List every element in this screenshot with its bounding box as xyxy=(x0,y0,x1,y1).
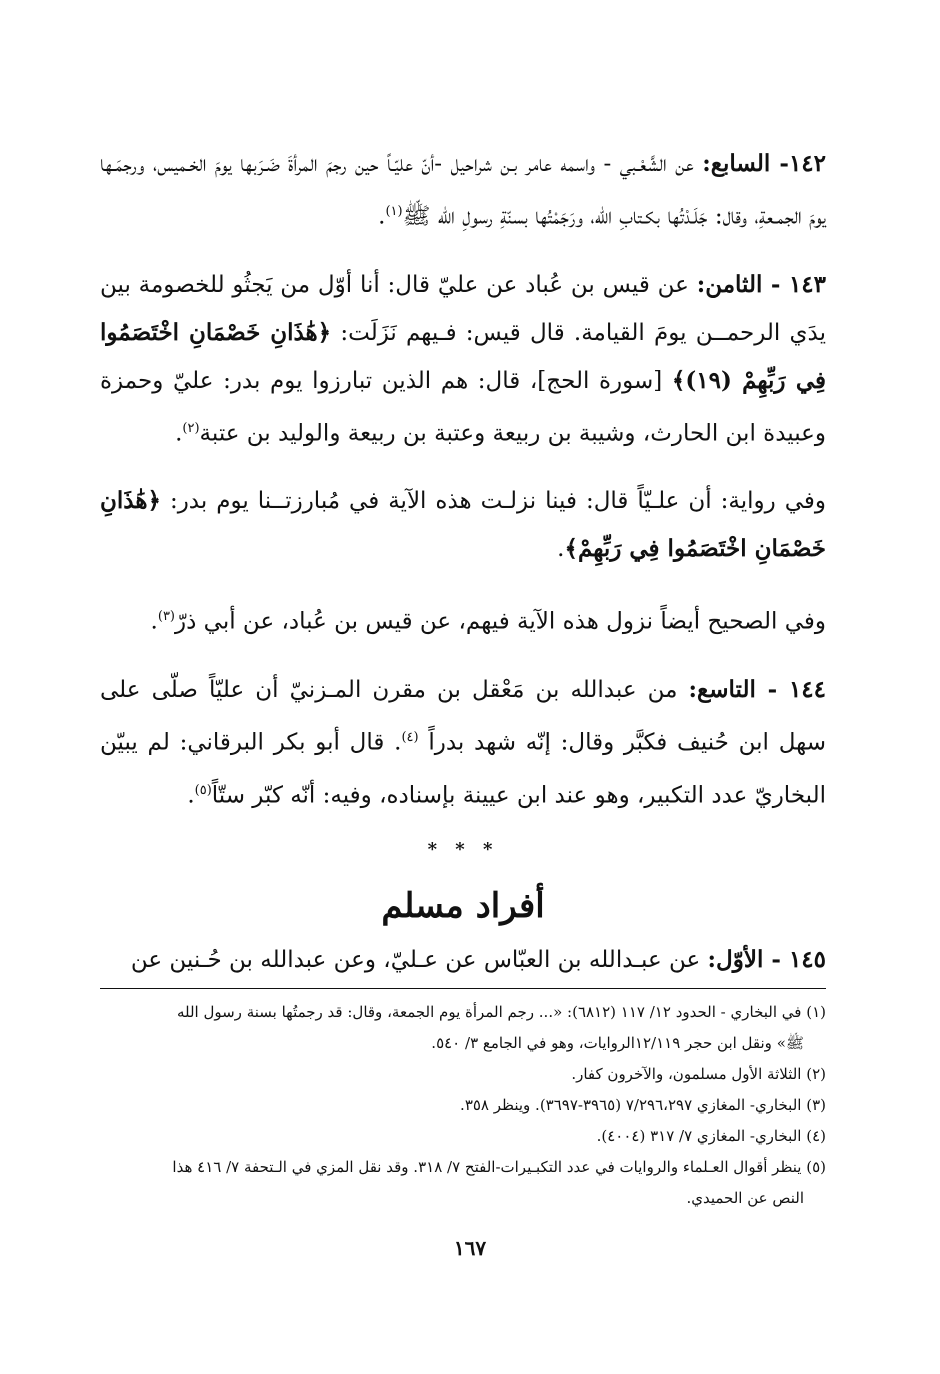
page-body xyxy=(100,140,826,1214)
paragraph-143 xyxy=(100,261,826,458)
section-title: أفراد مسلم xyxy=(381,886,545,927)
footnote-ref[interactable]: (٥) xyxy=(194,782,212,798)
hadith-label: ١٤٢- السابع: xyxy=(702,150,826,177)
paragraph-riwaya xyxy=(100,477,826,573)
footnote-divider xyxy=(100,988,826,989)
hadith-label: ١٤٣ - الثامن: xyxy=(696,270,826,298)
footnote-ref[interactable]: (٢) xyxy=(182,420,200,436)
footnote-4: (٤) البخاري- المغازي ٧/ ٣١٧ (٤٠٠٤). xyxy=(596,1127,826,1146)
sentence-end: . xyxy=(187,782,195,809)
footnote-3: (٣) البخاري- المغازي ٧/٢٩٦،٢٩٧ (٣٩٦٥-٣٦٩٧). وينظر ٣٥٨. xyxy=(460,1096,826,1115)
hadith-text: عن عبـدالله بن العبّاس عن عـليّ، وعن عبدالله بن حُـنين عن xyxy=(130,947,701,974)
quran-verse: ﴿هَٰذَانِ خَصْمَانِ اخْتَصَمُوا فِي رَبِّهِمْ﴾ xyxy=(100,487,826,563)
hadith-text-continued: [سورة الحج]، قال: هم الذين تبارزوا يوم بدر: عليّ وحمزة وعبيدة ابن الحارث، وشيبة بن ربيعة وعتبة بن ربيعة والوليد بن عتبة xyxy=(100,367,826,447)
footnote-1: (١) في البخاري - الحدود ١٢/ ١١٧ (٦٨١٢): «... رجم المرأة يوم الجمعة، وقال: قد رجمتُها بسنة رسول الله xyxy=(176,1003,826,1022)
quran-verse: ﴿هَٰذَانِ خَصْمَانِ اخْتَصَمُوا فِي رَبِّهِمْ (١٩)﴾ xyxy=(100,318,826,394)
footnote-ref[interactable]: (٤) xyxy=(401,729,419,745)
paragraph-144 xyxy=(100,666,826,819)
footnote-2: (٢) الثلاثة الأول مسلمون، والآخرون كفار. xyxy=(571,1065,826,1084)
sahih-text: وفي الصحيح أيضاً نزول هذه الآية فيهم، عن قيس بن عُباد، عن أبي ذرّ xyxy=(175,608,826,635)
sentence-end: . xyxy=(175,420,183,447)
paragraph-sahih xyxy=(100,593,826,646)
hadith-text: عن الشَّعْـبي - واسمه عامر بـن شراحيل -أنّ عليّـاً حين رجمَ المرأةَ ضَـرَبها يومَ الخـميس، ورجمَـها يومَ الجمـعةِ، وقال: جَلَـدْتُها بكـتابِ الله، ورَجَمْتُها بسنّةِ رسولِ الله ﷺ xyxy=(100,151,826,230)
footnotes xyxy=(100,997,826,1214)
paragraph-145 xyxy=(100,938,826,982)
hadith-text: من عبدالله بن مَعْقل بن مقرن المـزنيّ أن عليّاً صلّى على سهل ابن حُنيف فكبَّر وقال: إنّه شهد بدراً xyxy=(100,676,826,756)
hadith-label: ١٤٤ - التاسع: xyxy=(688,675,826,703)
hadith-label: ١٤٥ - الأوّل: xyxy=(707,946,826,974)
page-number: ١٦٧ xyxy=(453,1236,487,1260)
sentence-end: . xyxy=(150,608,158,635)
footnote-1-continued: ﷺ» ونقل ابن حجر ١٢/١١٩الروايات، وهو في الجامع ٣/ ٥٤٠. xyxy=(431,1034,804,1053)
footnote-ref[interactable]: (٣) xyxy=(157,609,175,625)
sentence-end: . xyxy=(378,203,386,230)
riwaya-text: وفي رواية: أن علـيّاً قال: فينا نزلـت هذه الآية في مُبارزتــنا يوم بدر: xyxy=(160,488,826,515)
section-separator: * * * xyxy=(427,839,499,861)
footnote-5-continued: النص عن الحميدي. xyxy=(686,1189,804,1208)
footnote-ref[interactable]: (١) xyxy=(385,204,403,219)
hadith-text-continued: . قال أبو بكر البرقاني: لم يبيّن البخاريّ عدد التكبير، وهو عند ابن عيينة بإسناده، وفيه: أنّه كبّر ستّاً xyxy=(100,729,826,809)
footnote-5: (٥) ينظر أقوال العـلماء والروايات في عدد التكبـيرات-الفتح ٧/ ٣١٨. وقد نقل المزي في الـتحفة ٧/ ٤١٦ هذا xyxy=(172,1158,826,1177)
hadith-text: عن قيس بن عُباد عن عليّ قال: أنا أوّل من يَجثُو للخصومة بين يدَي الرحمــن يومَ القيامة. قال قيس: فـيهم نَزَلَت: xyxy=(100,271,826,346)
sentence-end: . xyxy=(557,536,565,563)
paragraph-142 xyxy=(100,140,826,241)
